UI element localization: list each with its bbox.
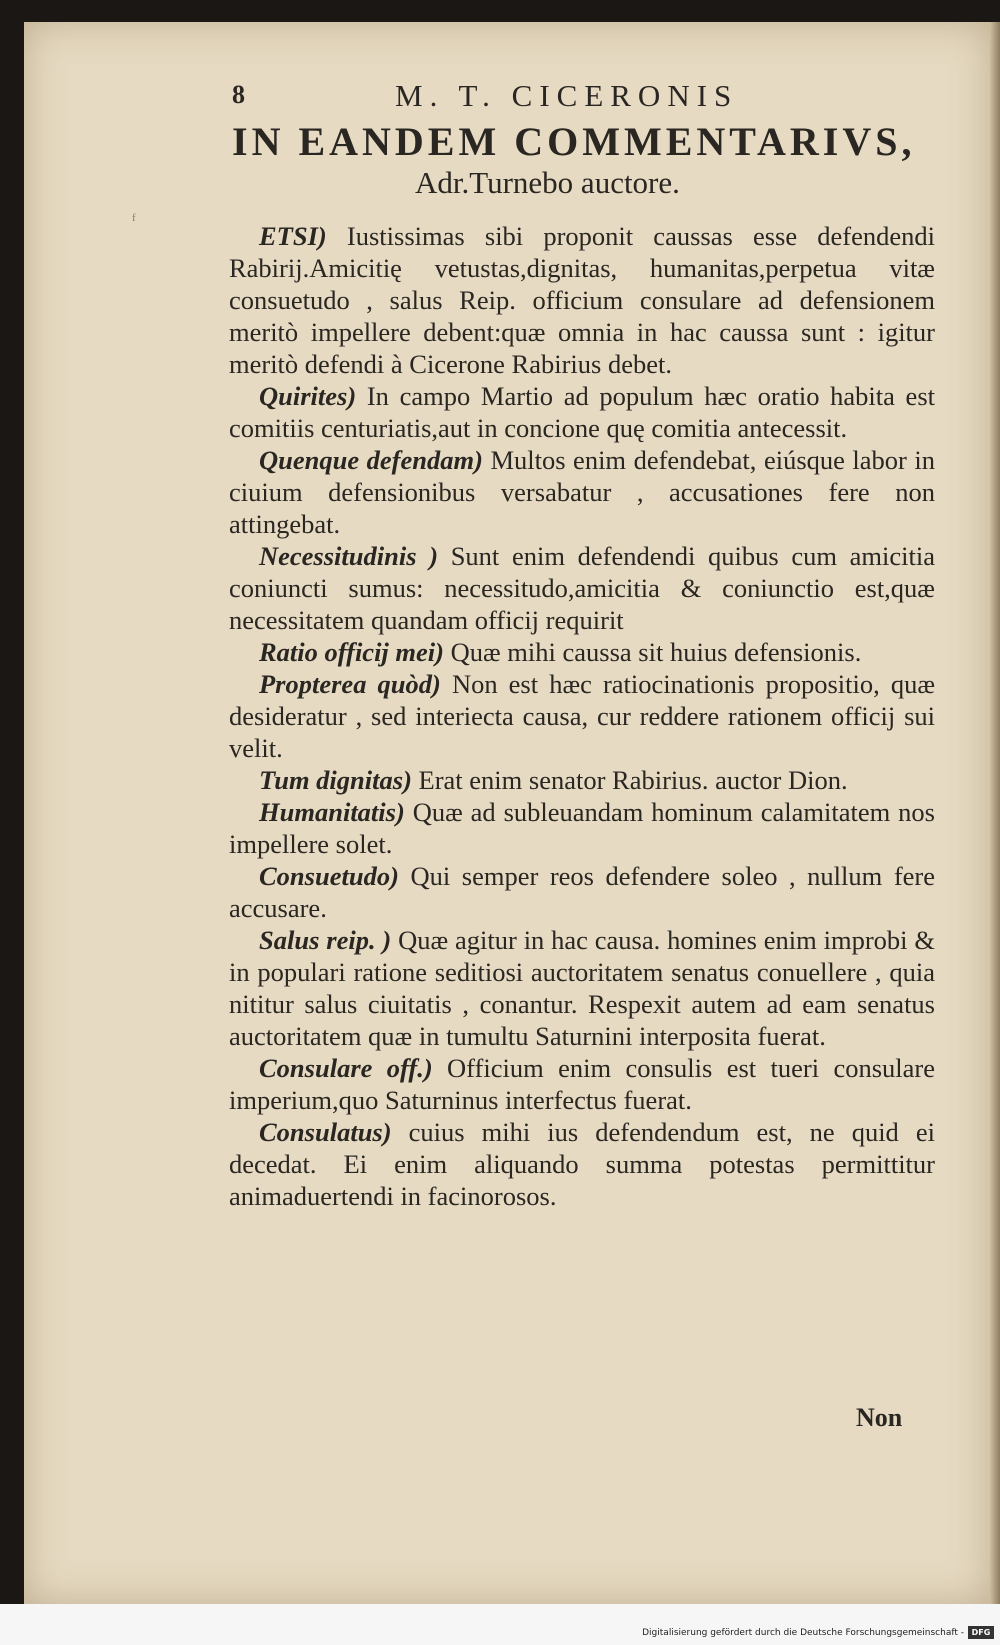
note-text: Quæ agitur in hac causa. homines enim improbi & in populari ratione seditiosi auctoritatem senatus conuellere , quia nititur salus ciuitatis , conantur. Respexit autem ad eam senatus auctoritatem quæ in tumultu Saturnini interposita fuerat.: [229, 925, 935, 1051]
note-lemma: Quirites): [259, 381, 357, 411]
note-text: Officium enim consulis est tueri consulare imperium,quo Saturninus interfectus fuerat.: [229, 1053, 935, 1115]
note-paragraph: [229, 1116, 935, 1212]
note-text: Erat enim senator Rabirius. auctor Dion.: [411, 765, 848, 795]
note-paragraph: [229, 1052, 935, 1116]
note-text: Quæ ad subleuandam hominum calamitatem nos impellere solet.: [229, 797, 935, 859]
note-text: Multos enim defendebat, eiúsque labor in ciuium defensionibus versabatur , accusationes fere non attingebat.: [229, 445, 935, 539]
note-lemma: Tum dignitas): [259, 765, 412, 795]
page-subtitle: Adr.Turnebo auctore.: [415, 165, 680, 200]
note-text: Iustissimas sibi proponit caussas esse defendendi Rabirij.Amicitię vetustas,dignitas, humanitas,perpetua vitæ consuetudo , salus Reip. officium consulare ad defensionem meritò impellere debent:quæ omnia in hac caussa sunt : igitur meritò defendi à Cicerone Rabirius debet.: [229, 221, 935, 379]
note-text: Quæ mihi caussa sit huius defensionis.: [443, 637, 862, 667]
page-number: 8: [232, 80, 245, 109]
note-lemma: Propterea quòd): [259, 669, 441, 699]
note-lemma: ETSI): [259, 221, 327, 251]
commentary-body: [229, 220, 935, 1212]
note-paragraph: [229, 540, 935, 636]
note-text: Qui semper reos defendere soleo , nullum fere accusare.: [229, 861, 935, 923]
margin-mark: ᶠ: [132, 210, 136, 230]
note-lemma: Consulatus): [259, 1117, 392, 1147]
note-paragraph: [229, 764, 935, 796]
note-lemma: Quenque defendam): [259, 445, 483, 475]
note-lemma: Ratio officij mei): [259, 637, 444, 667]
catchword: Non: [856, 1403, 903, 1432]
note-lemma: Humanitatis): [259, 797, 405, 827]
note-lemma: Consuetudo): [259, 861, 399, 891]
note-paragraph: [229, 860, 935, 924]
page-title: IN EANDEM COMMENTARIVS,: [232, 119, 916, 164]
footer-band: [0, 1604, 1000, 1645]
note-paragraph: [229, 444, 935, 540]
funding-credit: Digitalisierung gefördert durch die Deutsche Forschungsgemeinschaft -: [642, 1628, 964, 1638]
note-text: Sunt enim defendendi quibus cum amicitia coniuncti sumus: necessitudo,amicitia & coniunctio est,quæ necessitatem quandam officij requirit: [229, 541, 935, 635]
note-text: In campo Martio ad populum hæc oratio habita est comitiis centuriatis,aut in concione quę comitia antecessit.: [229, 381, 935, 443]
note-paragraph: [229, 668, 935, 764]
note-paragraph: [229, 380, 935, 444]
note-lemma: Consulare off.): [259, 1053, 433, 1083]
page-edge: [990, 22, 1000, 1604]
running-head: M. T. CICERONIS: [395, 78, 739, 113]
note-lemma: Salus reip. ): [259, 925, 392, 955]
note-paragraph: [229, 796, 935, 860]
note-paragraph: [229, 636, 935, 668]
note-text: cuius mihi ius defendendum est, ne quid ei decedat. Ei enim aliquando summa potestas permittitur animaduertendi in facinorosos.: [229, 1117, 935, 1211]
note-paragraph: [229, 220, 935, 380]
dfg-logo: DFG: [968, 1626, 994, 1639]
note-paragraph: [229, 924, 935, 1052]
note-lemma: Necessitudinis ): [259, 541, 439, 571]
note-text: Non est hæc ratiocinationis propositio, quæ desideratur , sed interiecta causa, cur reddere rationem officij sui velit.: [229, 669, 936, 763]
